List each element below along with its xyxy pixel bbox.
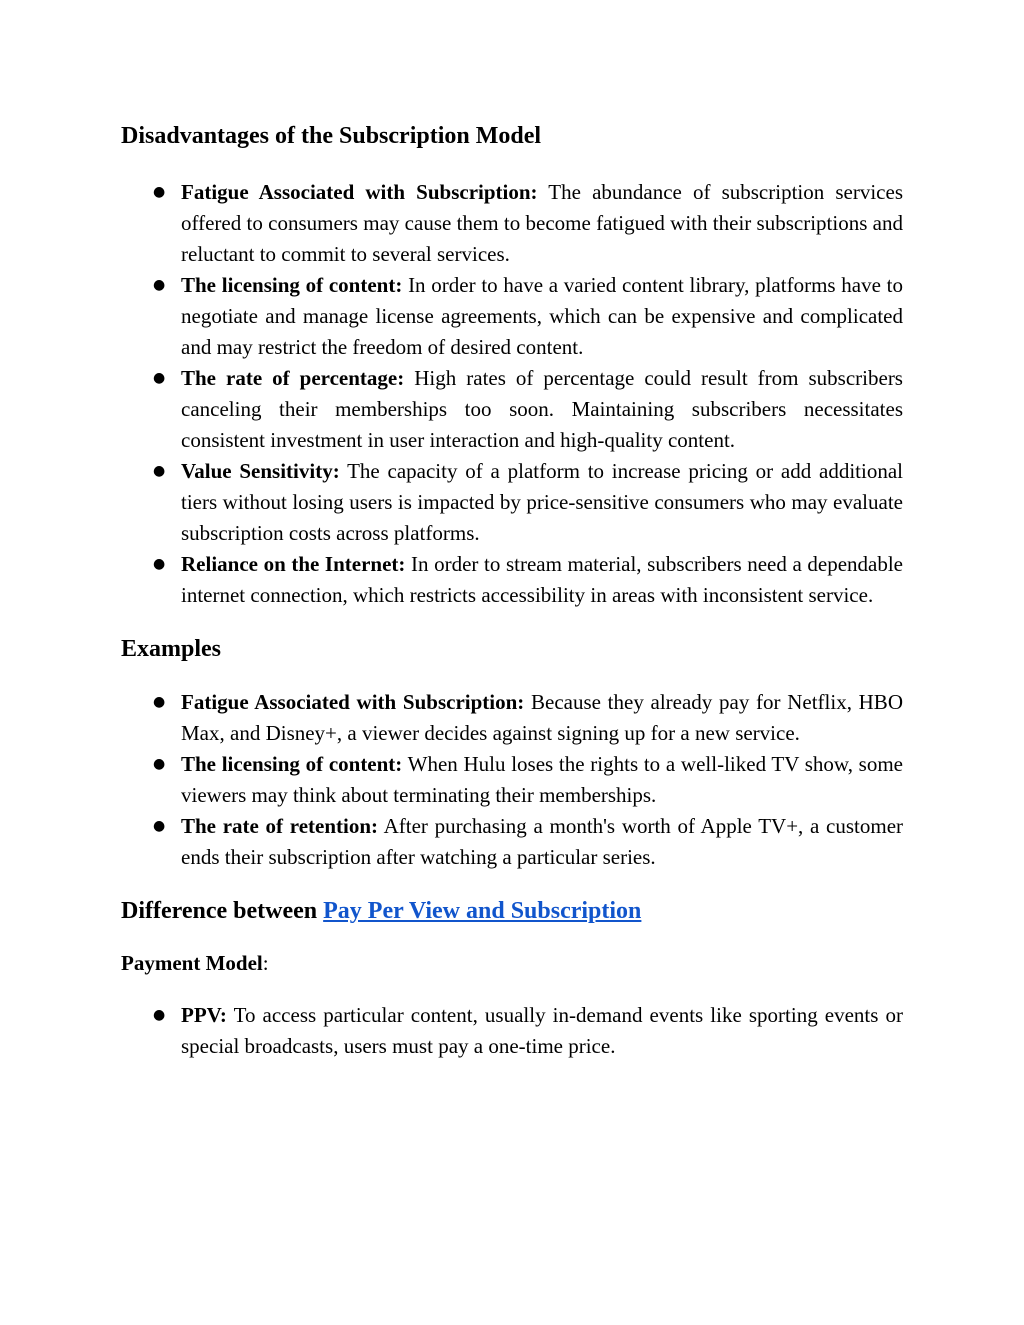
item-term: The licensing of content: [181,752,403,776]
list-item [121,549,903,611]
bullet-icon: ● [153,818,166,834]
examples-list [121,687,903,873]
payment-model-list [121,1000,903,1062]
bullet-icon: ● [153,1007,166,1023]
item-text: The capacity of a platform to increase pricing or add additional tiers without losing users is impacted by price-sensitive consumers who may evaluate subscription costs across platforms. [181,459,903,545]
list-item [121,363,903,456]
list-item [121,687,903,749]
bullet-icon: ● [153,277,166,293]
bullet-icon: ● [153,756,166,772]
item-term: The licensing of content: [181,273,403,297]
subheading-payment-model [121,948,903,978]
item-term: Fatigue Associated with Subscription: [181,180,538,204]
bullet-icon: ● [153,556,166,572]
item-text: In order to have a varied content library, platforms have to negotiate and manage license agreements, which can be expensive and complicated and may restrict the freedom of desired content. [181,273,904,359]
heading-prefix: Difference between [121,898,324,924]
item-text: Because they already pay for Netflix, HBO Max, and Disney+, a viewer decides against signing up for a new service. [181,690,903,745]
list-item [121,749,903,811]
bullet-icon: ● [153,184,166,200]
item-term: The rate of percentage: [181,366,405,390]
subheading-label: Payment Model [121,951,263,975]
bullet-icon: ● [153,463,166,479]
item-text: The abundance of subscription services offered to consumers may cause them to become fatigued with their subscriptions and reluctant to commit to several services. [181,180,904,266]
list-item [121,811,903,873]
list-item [121,177,903,270]
bullet-icon: ● [153,694,166,710]
item-term: Reliance on the Internet: [181,552,406,576]
item-text: When Hulu loses the rights to a well-liked TV show, some viewers may think about terminating their memberships. [181,752,904,807]
list-item [121,456,903,549]
item-text: In order to stream material, subscribers need a dependable internet connection, which restricts accessibility in areas with inconsistent service. [181,552,904,607]
item-term: Value Sensitivity: [181,459,340,483]
section-heading-difference [121,895,903,927]
document-page [121,118,903,1062]
item-term: The rate of retention: [181,814,379,838]
item-text: To access particular content, usually in-demand events like sporting events or special broadcasts, users must pay a one-time price. [181,1003,903,1058]
section-heading-disadvantages: Disadvantages of the Subscription Model [121,123,542,149]
bullet-icon: ● [153,370,166,386]
subheading-colon: : [262,951,269,975]
pay-per-view-link[interactable]: Pay Per View and Subscription [323,898,642,924]
item-text: High rates of percentage could result from subscribers canceling their memberships too soon. Maintaining subscribers necessitates consistent investment in user interaction and high-quality content. [181,366,903,452]
section-heading-examples: Examples [121,636,222,662]
item-term: Fatigue Associated with Subscription: [181,690,525,714]
list-item [121,270,903,363]
item-term: PPV: [181,1003,227,1027]
disadvantages-list [121,177,903,611]
item-text: After purchasing a month's worth of Apple TV+, a customer ends their subscription after watching a particular series. [181,814,904,869]
list-item [121,1000,903,1062]
